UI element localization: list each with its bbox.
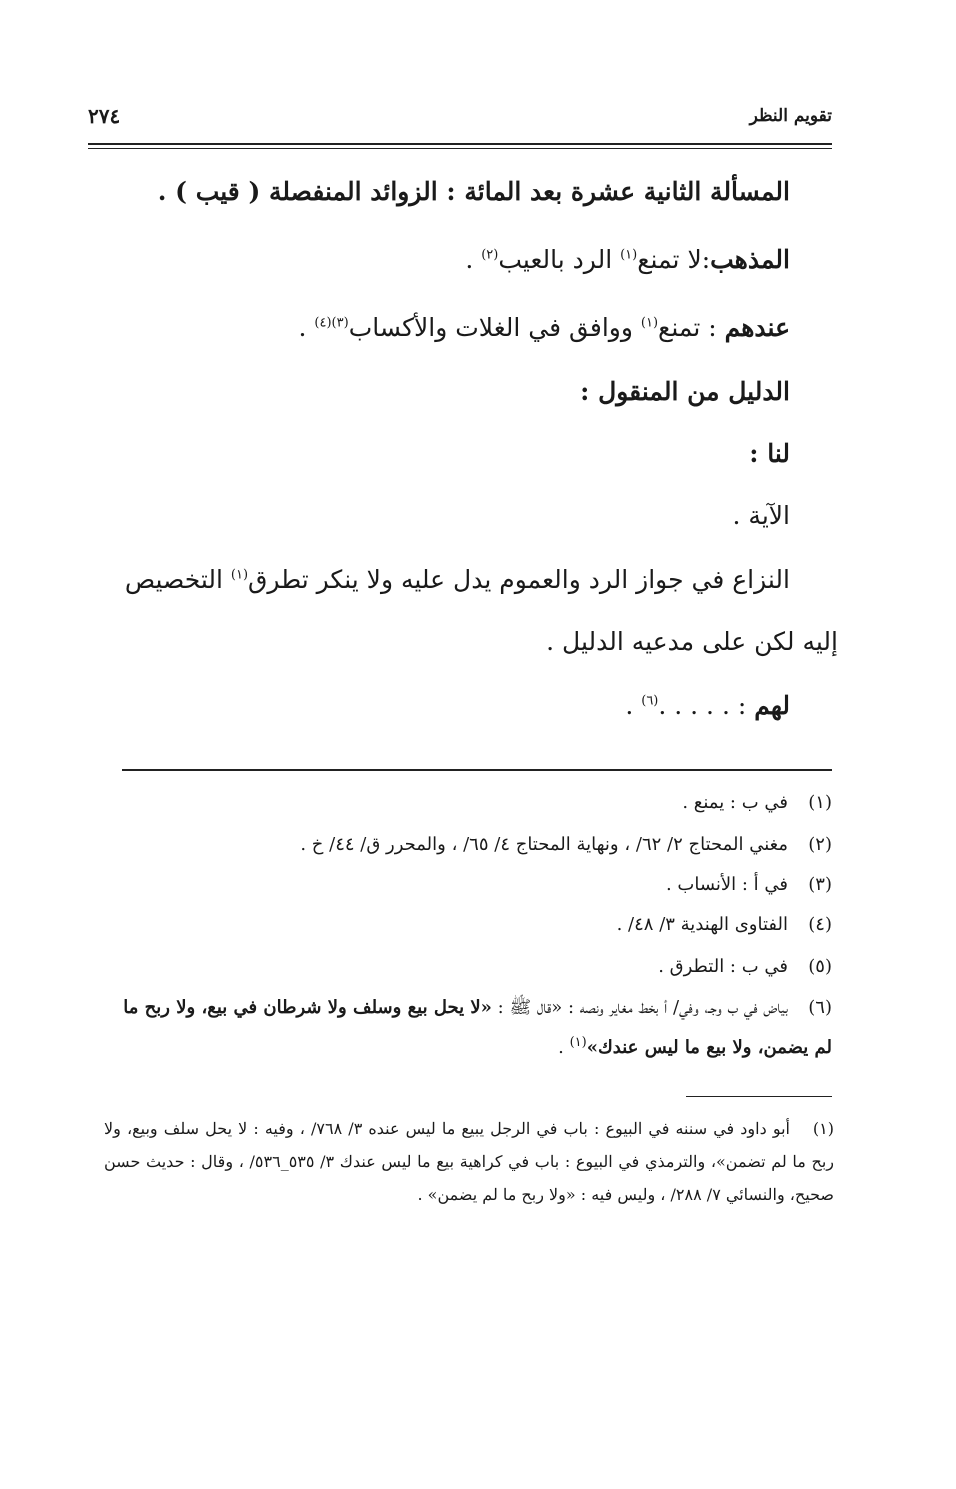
- footnote-number: (٢): [808, 834, 832, 855]
- footnote-text: بياض في ب وجـ، وفي/ أ بخط مغاير ونصه : «قال ﷺ :: [491, 997, 788, 1018]
- lahum-label: لهم: [754, 691, 790, 720]
- footnote-6: [102, 988, 832, 1068]
- indahum-text-1: : تمنع: [658, 313, 725, 342]
- madhhab-line: [465, 240, 790, 280]
- footnote-ref: (١): [620, 247, 638, 263]
- argument-text-1a: النزاع في جواز الرد والعموم يدل عليه ولا ينكر تطرق: [248, 565, 790, 594]
- sub-footnote-rule: [686, 1096, 832, 1097]
- sub-footnote-1: [104, 1112, 834, 1211]
- indahum-label: عندهم: [724, 313, 790, 342]
- footnote-text: في ب : يمنع .: [682, 792, 788, 813]
- footnote-3: [112, 864, 832, 906]
- footnote-1: [112, 782, 832, 824]
- footnote-text: مغني المحتاج ٢/ ٦٢/ ، ونهاية المحتاج ٤/ ٦٥/ ، والمحرر ق/ ٤٤/ خ .: [300, 834, 788, 855]
- footnote-2: [112, 824, 832, 866]
- header-rule-thick: [88, 143, 832, 145]
- argument-line-2: إليه لكن على مدعيه الدليل .: [546, 627, 838, 656]
- footnote-number: (١): [808, 792, 832, 813]
- lahum-end: .: [625, 691, 642, 720]
- footnote-rule: [122, 769, 832, 771]
- page-number: ٢٧٤: [88, 104, 121, 128]
- footnote-5: [112, 946, 832, 988]
- footnote-ref: (٢): [481, 247, 499, 263]
- hadith-quote: «لا يحل بيع وسلف ولا شرطان في بيع، ولا ربح ما لم يضمن، ولا بيع ما ليس عندك»: [123, 997, 832, 1058]
- footnote-ref: (١): [230, 567, 249, 583]
- argument-line-1: [90, 560, 790, 600]
- page-header: [88, 104, 832, 138]
- issue-title: المسألة الثانية عشرة بعد المائة : الزوائد المنفصلة ( قيب ) .: [157, 177, 790, 206]
- sub-footnote-text: أبو داود في سننه في البيوع : باب في الرجل يبيع ما ليس عنده ٣/ ٧٦٨/ ، وفيه : لا يحل سلف وبيع، ولا ربح ما لم تضمن»، والترمذي في البيوع : باب في كراهية بيع ما ليس عندك ٣/ ٥٣٥_٥٣٦/ ، وقال : حديث حسن صحيح، والنسائي ٧/ ٢٨٨/ ، وليس فيه : «ولا ربح ما لم يضمن» .: [104, 1119, 835, 1204]
- indahum-line: [299, 308, 791, 348]
- madhhab-label: المذهب: [710, 245, 790, 274]
- lahum-text: : . . . . .: [658, 691, 755, 720]
- madhhab-text-1: :لا تمنع: [637, 245, 711, 274]
- footnote-ref: (١): [640, 315, 659, 331]
- footnote-number: (٦): [808, 997, 832, 1018]
- lana-label: لنا :: [749, 439, 790, 468]
- madhhab-end: .: [465, 245, 482, 274]
- footnote-number: (٥): [808, 956, 832, 977]
- madhhab-text-2: الرد بالعيب: [498, 245, 621, 274]
- evidence-heading: الدليل من المنقول :: [580, 377, 790, 406]
- indahum-text-2: ووافق في الغلات والأكساب: [348, 313, 641, 342]
- lahum-line: [625, 686, 790, 726]
- ayah-text: الآية .: [732, 501, 790, 530]
- footnote-ref: (٣)(٤): [314, 315, 349, 331]
- argument-text-1b: التخصيص: [124, 565, 231, 594]
- footnote-ref: (٦): [641, 693, 659, 709]
- footnote-number: (١): [812, 1119, 834, 1138]
- footnote-number: (٤): [808, 914, 832, 935]
- footnote-end: .: [558, 1037, 570, 1058]
- footnote-text: الفتاوى الهندية ٣/ ٤٨/ .: [616, 914, 788, 935]
- running-title: تقويم النظر: [749, 106, 832, 126]
- header-rule-thin: [88, 148, 832, 149]
- indahum-end: .: [298, 313, 315, 342]
- footnote-text: في أ : الأنساب .: [665, 874, 788, 895]
- footnote-4: [112, 904, 832, 946]
- footnote-ref: (١): [569, 1035, 587, 1050]
- footnote-number: (٣): [808, 874, 832, 895]
- footnote-text: في ب : التطرق .: [658, 956, 788, 977]
